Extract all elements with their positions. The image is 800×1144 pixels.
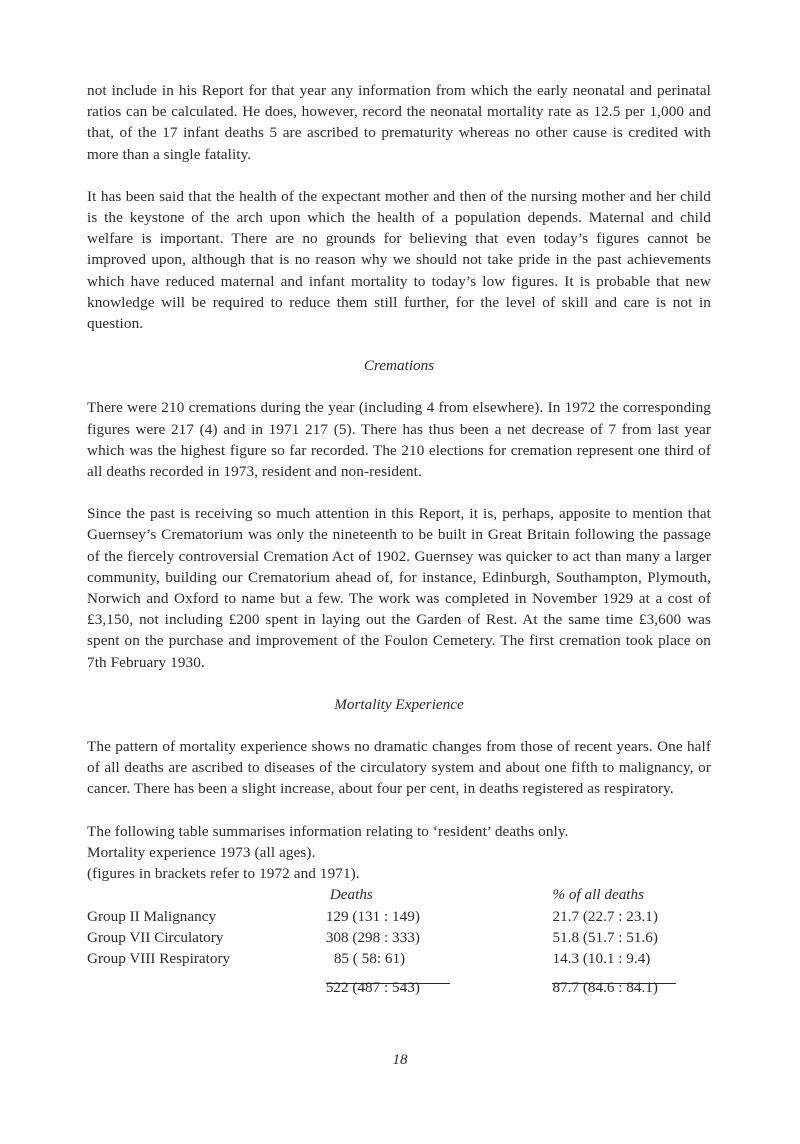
table-row — [87, 906, 711, 927]
heading-mortality: Mortality Experience — [334, 695, 464, 713]
deaths-value: 129 (131 : 149) — [325, 907, 420, 925]
page-number: 18 — [392, 1052, 408, 1068]
total-percent: 87.7 (84.6 : 84.1) — [552, 979, 658, 997]
table-header-row — [87, 884, 711, 905]
percent-value: 51.8 (51.7 : 51.6) — [552, 928, 658, 946]
table-caption: Mortality experience 1973 (all ages). — [87, 843, 316, 861]
report-page — [87, 80, 711, 998]
group-label: Group VIII Respiratory — [87, 949, 231, 967]
table-total-row — [87, 977, 711, 998]
total-deaths: 522 (487 : 543) — [325, 979, 420, 997]
header-percent: % of all deaths — [552, 886, 645, 904]
header-deaths: Deaths — [329, 886, 373, 904]
paragraph-table-intro: The following table summarises information relating to ‘resident’ deaths only. — [87, 822, 569, 840]
mortality-table — [87, 884, 711, 998]
table-note: (figures in brackets refer to 1972 and 1971). — [87, 865, 360, 883]
paragraph-crematorium-history: Since the past is receiving so much attention in this Report, it is, perhaps, apposite to mention that Guernsey’s Crematorium was only the nineteenth to be built in Great Britain following the passage of the fiercely controversial Cremation Act of 1902. Guernsey was quicker to act than many a larger community, building our Crematorium ahead of, for instance, Edinburgh, Southampton, Plymouth, Norwich and Oxford to name but a few. The work was completed in November 1929 at a cost of £3,150, not including £200 spent in laying out the Garden of Rest. At the same time £3,600 was spent on the purchase and improvement of the Foulon Cemetery. The first cremation took place on 7th February 1930. — [87, 505, 711, 671]
group-label: Group II Malignancy — [87, 907, 217, 925]
group-label: Group VII Circulatory — [87, 928, 224, 946]
table-row — [87, 927, 711, 948]
table-row — [87, 948, 711, 969]
heading-cremations: Cremations — [363, 357, 435, 375]
paragraph-maternal-welfare: It has been said that the health of the expectant mother and then of the nursing mother and her child is the keystone of the arch upon which the health of a population depends. Maternal and child welfare is important. There are no grounds for believing that even today’s figures cannot be improved upon, although that is no reason why we should not take pride in the past achievements which have reduced maternal and infant mortality to today’s low figures. It is probable that new knowledge will be required to reduce them still further, for the level of skill and care is not in question. — [87, 187, 711, 333]
deaths-value: 308 (298 : 333) — [325, 928, 420, 946]
percent-value: 14.3 (10.1 : 9.4) — [552, 949, 651, 967]
deaths-value: 85 ( 58: 61) — [333, 949, 406, 967]
paragraph-mortality-pattern: The pattern of mortality experience shows no dramatic changes from those of recent years. One half of all deaths are ascribed to diseases of the circulatory system and about one fifth to malignancy, or cancer. There has been a slight increase, about four per cent, in deaths registered as respiratory. — [87, 738, 711, 798]
paragraph-cremations-count: There were 210 cremations during the year (including 4 from elsewhere). In 1972 the corresponding figures were 217 (4) and in 1971 217 (5). There has thus been a net decrease of 7 from last year which was the highest figure so far recorded. The 210 elections for cremation represent one third of all deaths recorded in 1973, resident and non-resident. — [87, 399, 711, 481]
paragraph-neonatal: not include in his Report for that year any information from which the early neonatal and perinatal ratios can be calculated. He does, however, record the neonatal mortality rate as 12.5 per 1,000 and that, of the 17 infant deaths 5 are ascribed to prematurity whereas no other cause is credited with more than a single fatality. — [87, 82, 711, 163]
percent-value: 21.7 (22.7 : 23.1) — [552, 907, 658, 925]
